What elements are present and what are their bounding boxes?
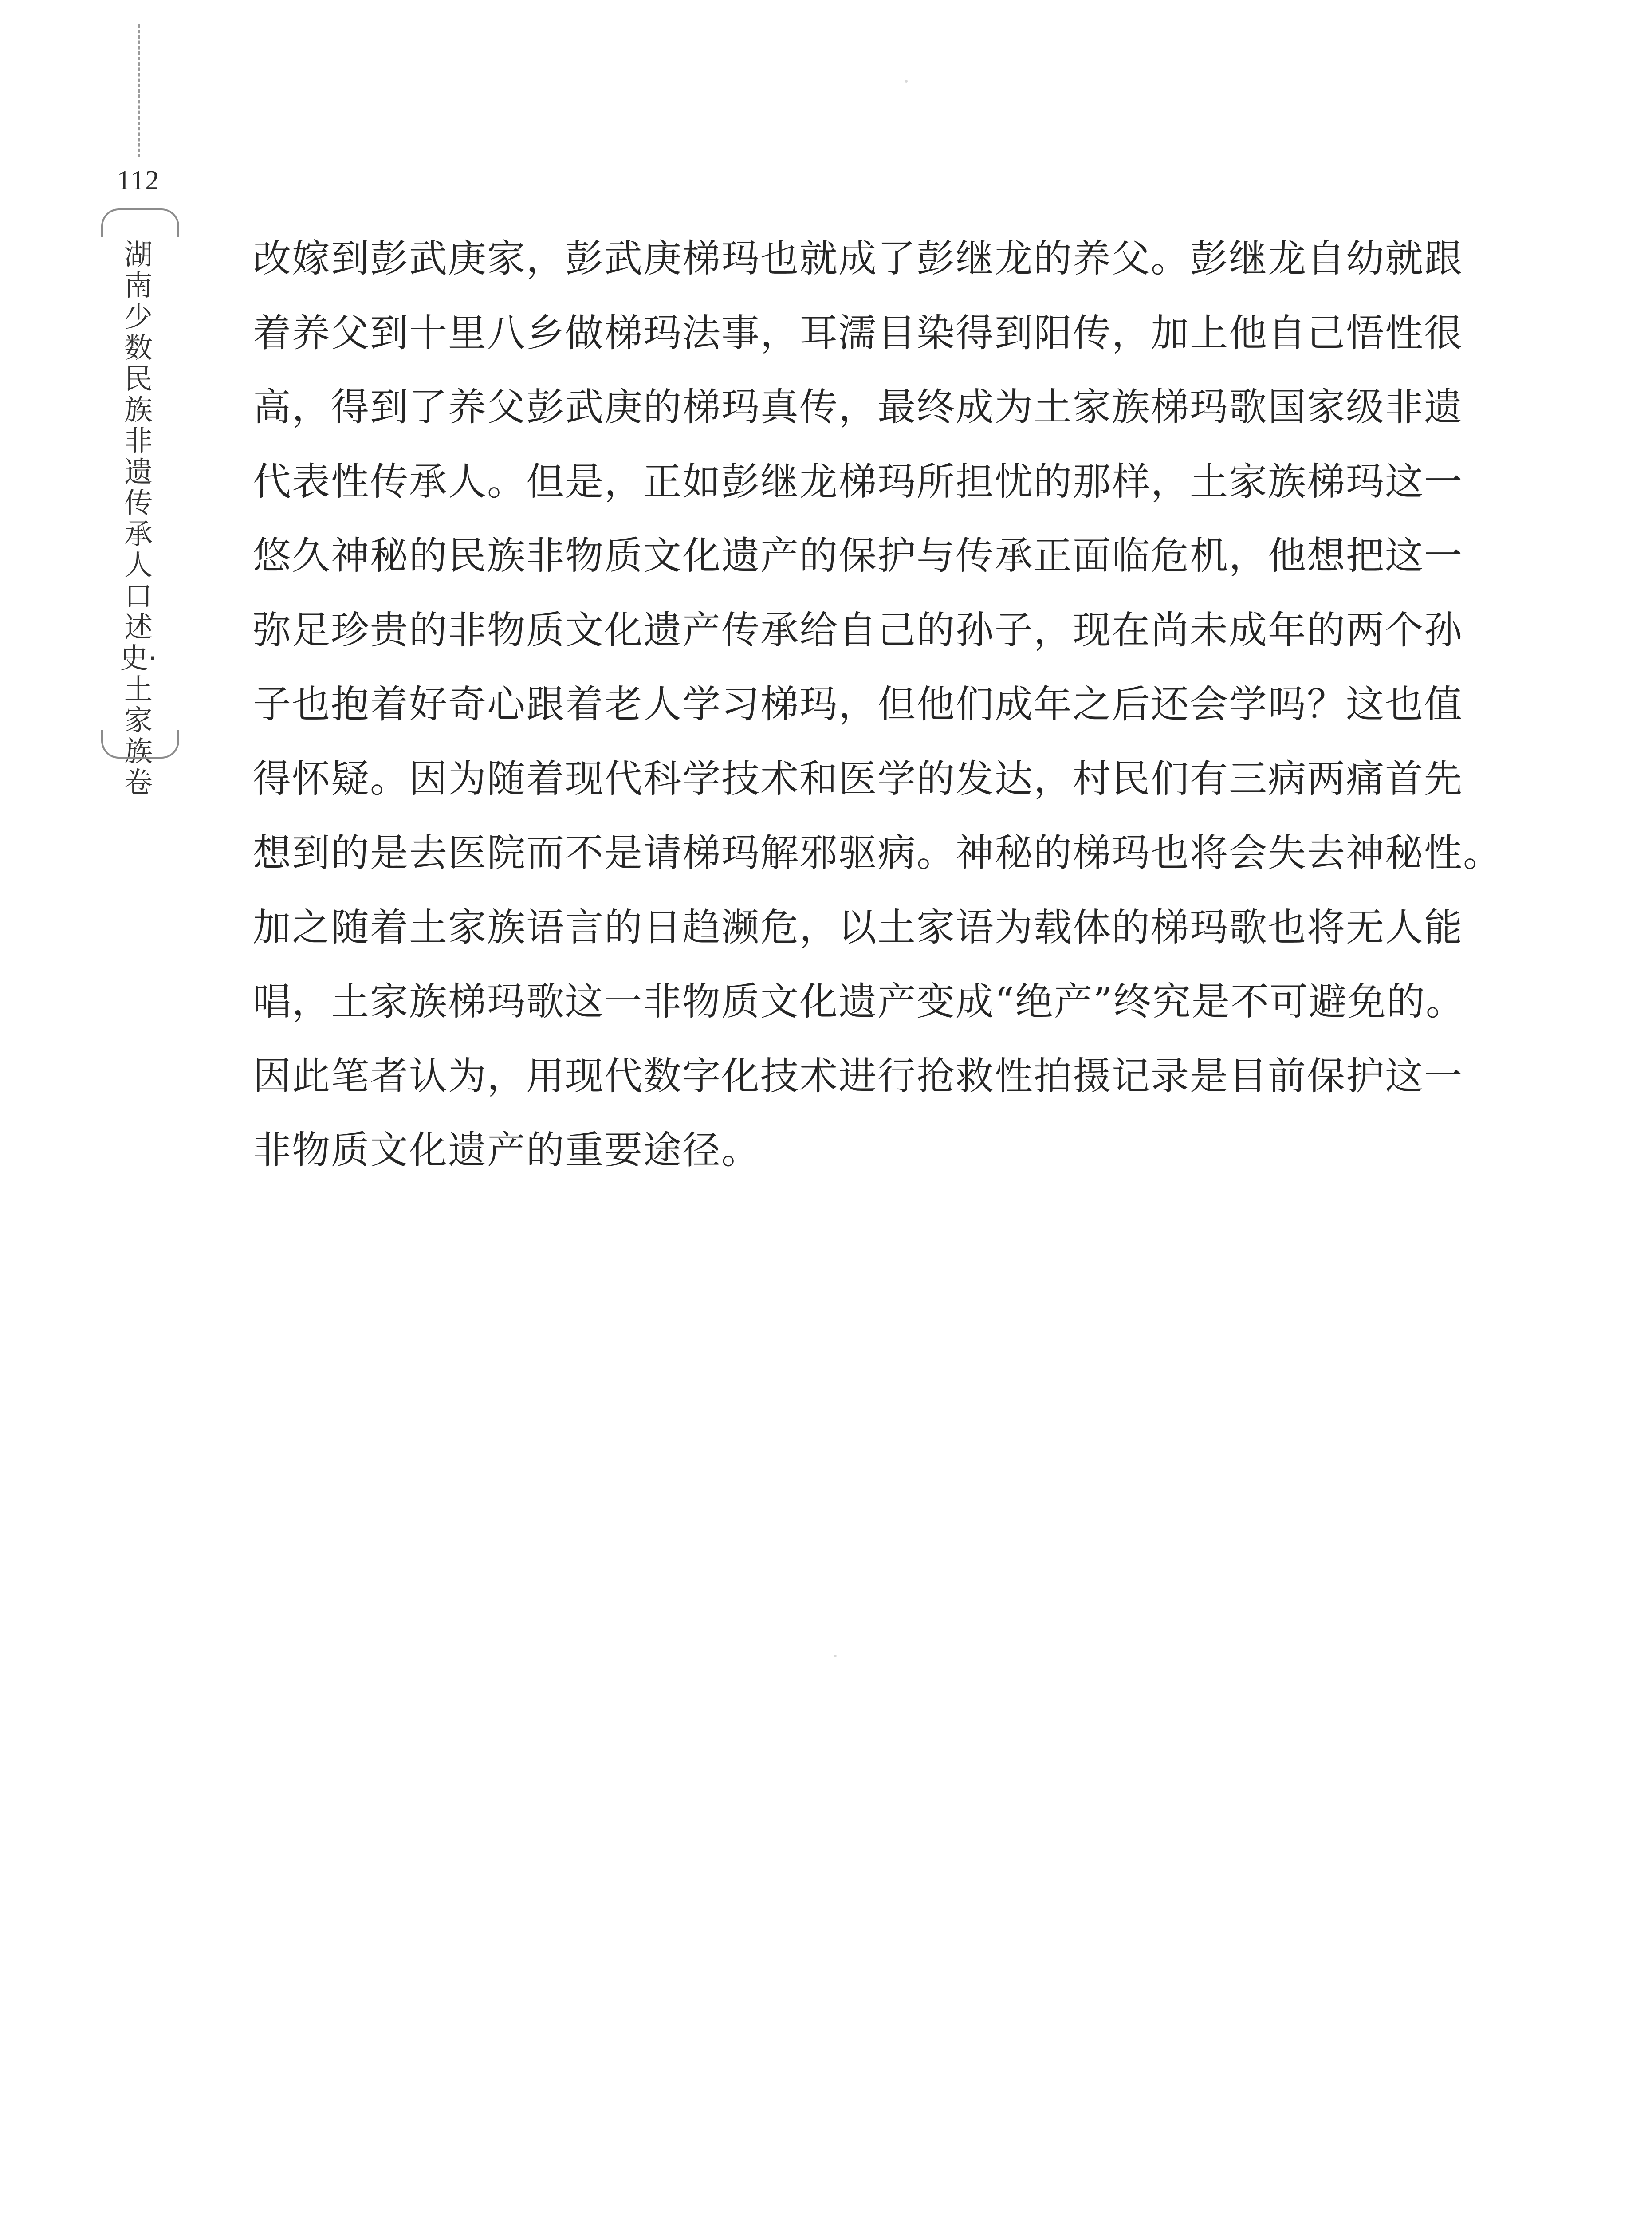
frame-bracket-top bbox=[101, 208, 179, 237]
running-head-book-title: 湖南少数民族非遗传承人口述史·土家族卷 bbox=[119, 239, 157, 799]
page-number: 112 bbox=[117, 165, 160, 196]
frame-bracket-bottom bbox=[101, 730, 179, 759]
body-line: 悠久神秘的民族非物质文化遗产的保护与传承正面临危机，他想把这一 bbox=[253, 534, 1463, 578]
body-line: 着养父到十里八乡做梯玛法事，耳濡目染得到阳传，加上他自己悟性很 bbox=[253, 311, 1463, 355]
body-line: 子也抱着好奇心跟着老人学习梯玛，但他们成年之后还会学吗？这也值 bbox=[253, 682, 1463, 727]
body-line: 加之随着土家族语言的日趋濒危，以土家语为载体的梯玛歌也将无人能 bbox=[253, 905, 1463, 950]
body-line: 代表性传承人。但是，正如彭继龙梯玛所担忧的那样，土家族梯玛这一 bbox=[253, 459, 1463, 504]
scan-speck bbox=[834, 1655, 837, 1657]
body-paragraph bbox=[253, 222, 1502, 1188]
body-line: 唱，土家族梯玛歌这一非物质文化遗产变成“绝产”终究是不可避免的。 bbox=[253, 979, 1465, 1024]
scan-speck bbox=[905, 80, 908, 83]
body-line-last: 非物质文化遗产的重要途径。 bbox=[253, 1128, 760, 1172]
margin-dashed-rule bbox=[138, 24, 140, 157]
body-line: 想到的是去医院而不是请梯玛解邪驱病。神秘的梯玛也将会失去神秘性。 bbox=[253, 831, 1502, 875]
body-line: 高，得到了养父彭武庚的梯玛真传，最终成为土家族梯玛歌国家级非遗 bbox=[253, 385, 1463, 429]
body-line: 因此笔者认为，用现代数字化技术进行抢救性拍摄记录是目前保护这一 bbox=[253, 1054, 1463, 1098]
body-line: 弥足珍贵的非物质文化遗产传承给自己的孙子，现在尚未成年的两个孙 bbox=[253, 608, 1463, 653]
body-line: 改嫁到彭武庚家，彭武庚梯玛也就成了彭继龙的养父。彭继龙自幼就跟 bbox=[253, 236, 1463, 281]
body-line: 得怀疑。因为随着现代科学技术和医学的发达，村民们有三病两痛首先 bbox=[253, 756, 1463, 801]
running-head-frame bbox=[98, 208, 178, 799]
